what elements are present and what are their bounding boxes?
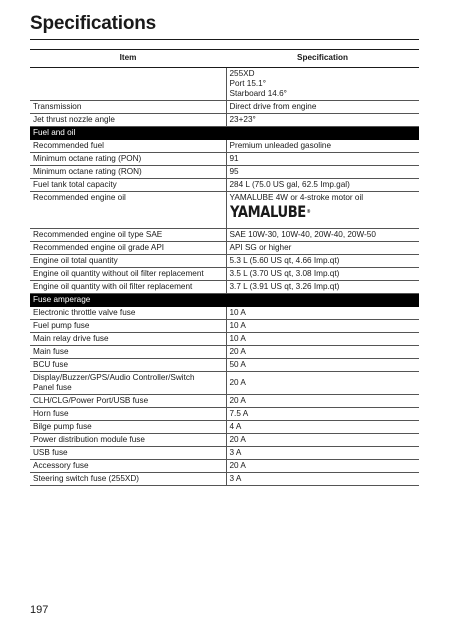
table-row xyxy=(30,460,419,473)
header-specification: Specification xyxy=(226,50,419,68)
spec-cell: 3 A xyxy=(226,447,419,460)
table-row xyxy=(30,372,419,395)
item-cell: Steering switch fuse (255XD) xyxy=(30,473,226,486)
spec-cell: 5.3 L (5.60 US qt, 4.66 Imp.qt) xyxy=(226,255,419,268)
item-cell: Transmission xyxy=(30,101,226,114)
item-line: Display/Buzzer/GPS/Audio Controller/Switch xyxy=(33,373,195,382)
item-cell: CLH/CLG/Power Port/USB fuse xyxy=(30,395,226,408)
item-cell: Accessory fuse xyxy=(30,460,226,473)
table-row xyxy=(30,166,419,179)
table-header-row xyxy=(30,50,419,68)
table-row xyxy=(30,333,419,346)
page-title: Specifications xyxy=(30,13,157,34)
item-cell: BCU fuse xyxy=(30,359,226,372)
table-row xyxy=(30,268,419,281)
table-row xyxy=(30,255,419,268)
item-cell: Bilge pump fuse xyxy=(30,421,226,434)
item-cell: Engine oil quantity with oil filter replacement xyxy=(30,281,226,294)
table-row-engine-oil xyxy=(30,192,419,229)
spec-cell: 3.7 L (3.91 US qt, 3.26 Imp.qt) xyxy=(226,281,419,294)
spec-cell: SAE 10W-30, 10W-40, 20W-40, 20W-50 xyxy=(226,229,419,242)
table-row xyxy=(30,140,419,153)
spec-value-starboard: Starboard 14.6° xyxy=(229,89,287,98)
section-title: Fuel and oil xyxy=(30,127,419,140)
item-cell: USB fuse xyxy=(30,447,226,460)
spec-cell: 10 A xyxy=(226,320,419,333)
item-cell: Fuel tank total capacity xyxy=(30,179,226,192)
table-row xyxy=(30,281,419,294)
item-cell: Recommended engine oil type SAE xyxy=(30,229,226,242)
table-row xyxy=(30,359,419,372)
table-row xyxy=(30,421,419,434)
table-row xyxy=(30,473,419,486)
item-cell: Power distribution module fuse xyxy=(30,434,226,447)
table-row xyxy=(30,434,419,447)
spec-cell-top-values xyxy=(226,68,419,101)
title-divider xyxy=(30,39,419,40)
spec-cell: 20 A xyxy=(226,460,419,473)
item-cell: Electronic throttle valve fuse xyxy=(30,307,226,320)
item-cell: Engine oil total quantity xyxy=(30,255,226,268)
spec-cell: API SG or higher xyxy=(226,242,419,255)
item-cell: Recommended engine oil xyxy=(30,192,226,229)
table-row xyxy=(30,346,419,359)
spec-cell: 50 A xyxy=(226,359,419,372)
spec-cell: 3.5 L (3.70 US qt, 3.08 Imp.qt) xyxy=(226,268,419,281)
table-row xyxy=(30,320,419,333)
spec-value-port: Port 15.1° xyxy=(229,79,266,88)
spec-cell: 10 A xyxy=(226,333,419,346)
item-cell-empty xyxy=(30,68,226,101)
yamalube-logo-text: YAMALUBE xyxy=(229,202,306,221)
spec-cell: 3 A xyxy=(226,473,419,486)
spec-text: YAMALUBE 4W or 4-stroke motor oil xyxy=(229,193,364,202)
header-item: Item xyxy=(30,50,226,68)
spec-cell-engine-oil xyxy=(226,192,419,229)
spec-cell: Direct drive from engine xyxy=(226,101,419,114)
spec-value-model: 255XD xyxy=(229,69,255,78)
item-cell: Jet thrust nozzle angle xyxy=(30,114,226,127)
specifications-table xyxy=(30,49,419,486)
item-cell: Minimum octane rating (PON) xyxy=(30,153,226,166)
spec-cell: 20 A xyxy=(226,346,419,359)
spec-cell: 20 A xyxy=(226,395,419,408)
item-cell: Recommended fuel xyxy=(30,140,226,153)
item-cell-display-fuse xyxy=(30,372,226,395)
item-cell: Main fuse xyxy=(30,346,226,359)
item-cell: Fuel pump fuse xyxy=(30,320,226,333)
section-title: Fuse amperage xyxy=(30,294,419,307)
table-row xyxy=(30,447,419,460)
spec-cell: 284 L (75.0 US gal, 62.5 Imp.gal) xyxy=(226,179,419,192)
item-cell: Engine oil quantity without oil filter replacement xyxy=(30,268,226,281)
spec-cell: 4 A xyxy=(226,421,419,434)
spec-cell: 7.5 A xyxy=(226,408,419,421)
table-row xyxy=(30,114,419,127)
table-row xyxy=(30,242,419,255)
page-number: 197 xyxy=(30,604,49,616)
table-row xyxy=(30,68,419,101)
table-row xyxy=(30,229,419,242)
spec-cell: Premium unleaded gasoline xyxy=(226,140,419,153)
item-cell: Minimum octane rating (RON) xyxy=(30,166,226,179)
spec-cell: 95 xyxy=(226,166,419,179)
table-row xyxy=(30,395,419,408)
item-cell: Recommended engine oil grade API xyxy=(30,242,226,255)
section-header-fuse-amperage xyxy=(30,294,419,307)
table-row xyxy=(30,153,419,166)
table-row xyxy=(30,307,419,320)
registered-mark: ® xyxy=(306,209,310,215)
table-row xyxy=(30,179,419,192)
spec-cell: 23+23° xyxy=(226,114,419,127)
spec-cell: 20 A xyxy=(226,434,419,447)
section-header-fuel-oil xyxy=(30,127,419,140)
spec-cell: 20 A xyxy=(226,372,419,395)
spec-cell: 91 xyxy=(226,153,419,166)
spec-cell: 10 A xyxy=(226,307,419,320)
yamalube-logo xyxy=(229,202,310,221)
item-cell: Main relay drive fuse xyxy=(30,333,226,346)
item-line: Panel fuse xyxy=(33,383,72,392)
item-cell: Horn fuse xyxy=(30,408,226,421)
table-row xyxy=(30,408,419,421)
table-row xyxy=(30,101,419,114)
